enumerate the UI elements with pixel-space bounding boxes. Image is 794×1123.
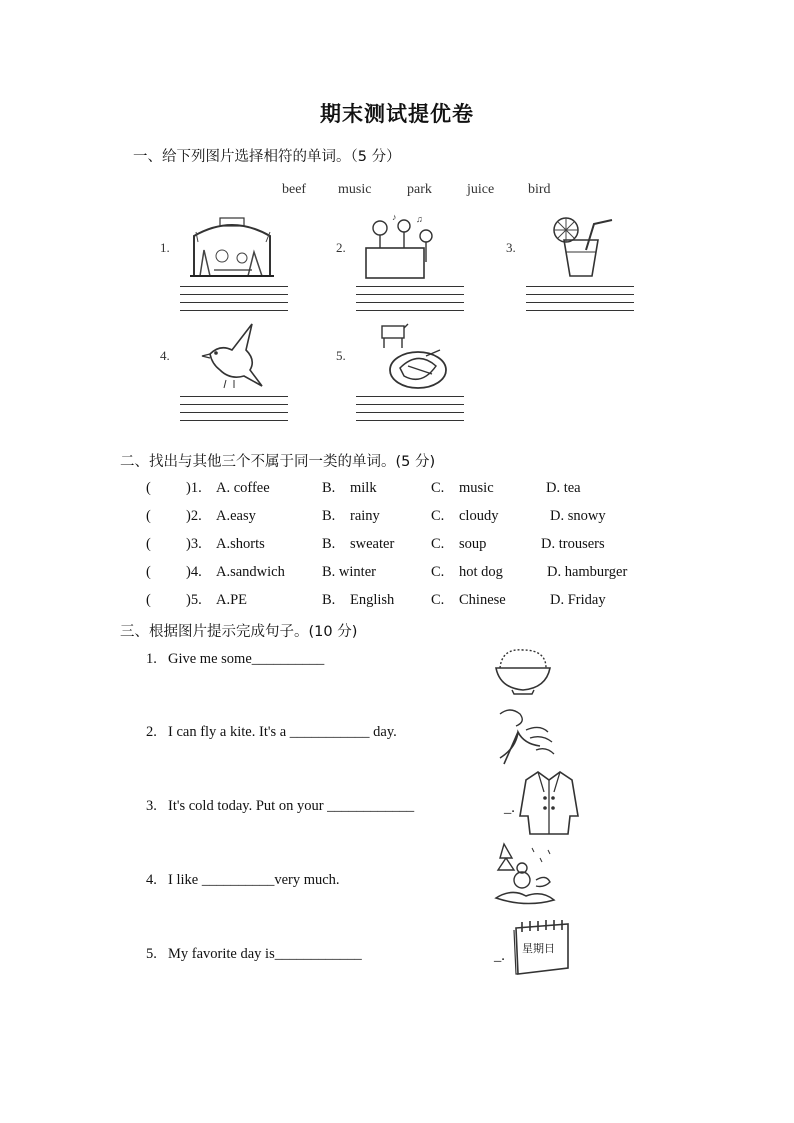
p1-item2-answer-lines[interactable] [356,286,464,320]
option-a: A.sandwich [216,564,285,580]
p2-row-1 [0,480,794,508]
option-d: D. Friday [550,592,606,608]
p1-item1-answer-lines[interactable] [180,286,288,320]
page-title: 期末测试提优卷 [320,102,474,126]
p1-item1-number: 1. [160,240,170,255]
p2-row-4 [0,564,794,592]
part2-heading: 二、找出与其他三个不属于同一类的单词。(5 分) [120,454,436,470]
question-number: )3. [186,536,202,552]
p3-item1-sentence[interactable]: Give me some__________ [168,651,325,667]
option-c: soup [459,536,487,552]
p1-item5-number: 5. [336,348,346,363]
option-c-label: C. [431,508,445,524]
p3-item2-sentence[interactable]: I can fly a kite. It's a ___________ day. [168,724,397,740]
calendar-icon [510,918,572,978]
answer-paren[interactable]: ( [146,508,151,524]
option-d: D. hamburger [547,564,628,580]
option-a: A.shorts [216,536,265,552]
option-d: D. tea [546,480,581,496]
bird-icon [200,320,264,390]
word-park: park [407,182,432,197]
p3-item3-mark: _. [504,800,515,816]
option-c: music [459,480,494,496]
p3-item2-number: 2. [146,724,157,740]
p3-item4-sentence[interactable]: I like __________very much. [168,872,340,888]
svg-text:♫: ♫ [416,214,423,224]
answer-paren[interactable]: ( [146,564,151,580]
option-b-label: B. [322,536,336,552]
word-beef: beef [282,182,307,197]
option-a: A.easy [216,508,256,524]
rice-bowl-icon [494,644,552,696]
question-number: )4. [186,564,202,580]
answer-paren[interactable]: ( [146,480,151,496]
p1-item2-number: 2. [336,240,346,255]
option-d: D. trousers [541,536,605,552]
wind-icon [496,704,560,764]
p3-item5-mark: _. [494,948,505,964]
answer-paren[interactable]: ( [146,592,151,608]
option-c: cloudy [459,508,499,524]
answer-paren[interactable]: ( [146,536,151,552]
juice-icon [550,214,620,280]
option-b: sweater [350,536,395,552]
part3-heading: 三、根据图片提示完成句子。(10 分) [120,624,358,640]
p3-item5-number: 5. [146,946,157,962]
option-b-label: B. [322,592,336,608]
option-b: B. winter [322,564,376,580]
coat-icon [516,768,582,836]
p1-item4-answer-lines[interactable] [180,396,288,430]
option-c-label: C. [431,536,445,552]
svg-text:♪: ♪ [392,212,397,222]
option-c: hot dog [459,564,503,580]
music-icon [360,212,440,280]
option-b: English [350,592,395,608]
p1-item3-number: 3. [506,240,516,255]
p2-row-3 [0,536,794,564]
option-b-label: B. [322,480,336,496]
word-juice: juice [467,182,495,197]
option-c-label: C. [431,480,445,496]
p1-item3-answer-lines[interactable] [526,286,634,320]
part1-heading: 一、给下列图片选择相符的单词。（5 分） [133,149,401,165]
p3-item1-number: 1. [146,651,157,667]
question-number: )5. [186,592,202,608]
park-icon [186,212,278,280]
p1-item4-number: 4. [160,348,170,363]
option-c: Chinese [459,592,506,608]
option-a: A. coffee [216,480,270,496]
option-b-label: B. [322,508,336,524]
option-c-label: C. [431,564,445,580]
p2-row-2 [0,508,794,536]
word-bird: bird [528,182,551,197]
p2-row-5 [0,592,794,620]
question-number: )1. [186,480,202,496]
p3-item5-sentence[interactable]: My favorite day is____________ [168,946,362,962]
question-number: )2. [186,508,202,524]
option-d: D. snowy [550,508,606,524]
option-c-label: C. [431,592,445,608]
option-b: milk [350,480,377,496]
beef-icon [378,320,458,392]
p3-item3-sentence[interactable]: It's cold today. Put on your ____________ [168,798,415,814]
option-a: A.PE [216,592,248,608]
p3-item4-number: 4. [146,872,157,888]
winter-icon [492,840,558,908]
p3-item3-number: 3. [146,798,157,814]
p1-item5-answer-lines[interactable] [356,396,464,430]
option-b: rainy [350,508,380,524]
calendar-label: 星期日 [522,942,555,955]
word-music: music [338,182,372,197]
